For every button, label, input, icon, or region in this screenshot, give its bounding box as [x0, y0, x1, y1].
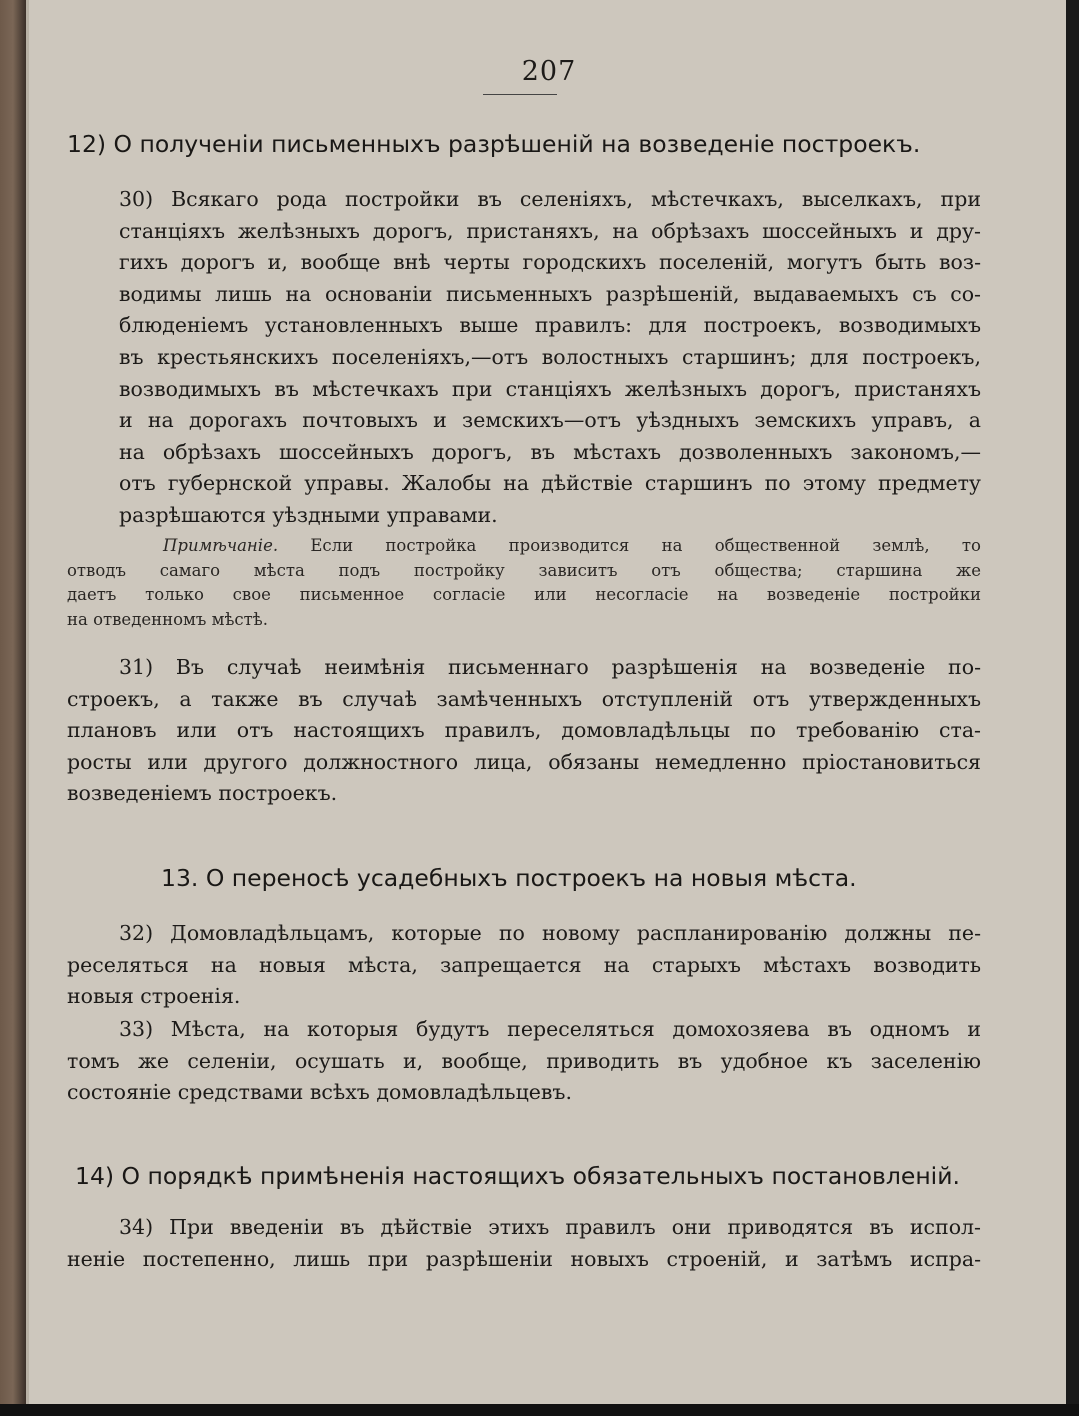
page-bottom-edge [0, 1404, 1079, 1416]
paragraph-line: 33) Мѣста, на которыя будутъ переселяться домохозяева въ одномъ и [119, 1017, 981, 1041]
paragraph-33 [67, 1014, 981, 1109]
section-14-heading: 14) О порядкѣ примѣненія настоящихъ обязательныхъ постановленій. [75, 1162, 960, 1190]
note-line [67, 534, 981, 559]
paragraph-34 [67, 1212, 981, 1275]
paragraph-line: неніе постепенно, лишь при разрѣшеніи новыхъ строеній, и затѣмъ испра- [67, 1246, 981, 1271]
section-12-heading: 12) О полученіи письменныхъ разрѣшеній на возведеніе построекъ. [67, 130, 921, 158]
note-line: отводъ самаго мѣста подъ постройку зависитъ отъ общества; старшина же [67, 560, 981, 580]
paragraph-line: состояніе средствами всѣхъ домовладѣльцевъ. [67, 1080, 572, 1105]
paragraph-line: 31) Въ случаѣ неимѣнія письменнаго разрѣшенія на возведеніе по- [119, 655, 981, 679]
note-label: Примѣчаніе. [163, 536, 279, 555]
paragraph-line: гихъ дорогъ и, вообще внѣ черты городскихъ поселеній, могутъ быть воз- [119, 250, 981, 275]
section-13-heading: 13. О переносѣ усадебныхъ построекъ на новыя мѣста. [161, 864, 857, 892]
paragraph-line: 34) При введеніи въ дѣйствіе этихъ правилъ они приводятся въ испол- [119, 1215, 981, 1239]
page-number: 207 [521, 56, 577, 87]
note-line: даетъ только свое письменное согласіе или несогласіе на возведеніе постройки [67, 585, 981, 604]
page-number-rule [483, 94, 557, 95]
paragraph-30 [67, 184, 981, 532]
paragraph-line: плановъ или отъ настоящихъ правилъ, домовладѣльцы по требованію ста- [67, 718, 981, 743]
paragraph-line: строекъ, а также въ случаѣ замѣченныхъ отступленій отъ утвержденныхъ [67, 686, 981, 711]
paragraph-line: станціяхъ желѣзныхъ дорогъ, пристаняхъ, на обрѣзахъ шоссейныхъ и дру- [119, 218, 981, 243]
paragraph-line: блюденіемъ установленныхъ выше правилъ: для построекъ, возводимыхъ [119, 313, 981, 338]
paragraph-line: 32) Домовладѣльцамъ, которые по новому распланированію должны пе- [119, 921, 981, 945]
paragraph-line: росты или другого должностного лица, обязаны немедленно пріостановиться [67, 749, 981, 774]
paragraph-line: разрѣшаются уѣздными управами. [119, 502, 498, 527]
note-block [67, 534, 981, 632]
paragraph-line: томъ же селеніи, осушать и, вообще, приводить въ удобное къ заселенію [67, 1048, 981, 1073]
paragraph-line: отъ губернской управы. Жалобы на дѣйствіе старшинъ по этому предмету [119, 471, 981, 496]
paragraph-32 [67, 918, 981, 1013]
book-binding [0, 0, 26, 1416]
paragraph-line: возведеніемъ построекъ. [67, 781, 338, 806]
paragraph-line: водимы лишь на основаніи письменныхъ разрѣшеній, выдаваемыхъ съ со- [119, 281, 981, 306]
paragraph-line: 30) Всякаго рода постройки въ селеніяхъ, мѣстечкахъ, выселкахъ, при [119, 187, 981, 211]
paragraph-line: и на дорогахъ почтовыхъ и земскихъ—отъ уѣздныхъ земскихъ управъ, а [119, 408, 981, 433]
note-text: Если постройка производится на общественной землѣ, то [310, 536, 981, 555]
paragraph-line: новыя строенія. [67, 984, 241, 1009]
note-line: на отведенномъ мѣстѣ. [67, 609, 268, 629]
paragraph-line: возводимыхъ въ мѣстечкахъ при станціяхъ желѣзныхъ дорогъ, пристаняхъ [119, 376, 981, 401]
document-page [26, 0, 1066, 1404]
paragraph-line: реселяться на новыя мѣста, запрещается на старыхъ мѣстахъ возводить [67, 952, 981, 977]
paragraph-line: на обрѣзахъ шоссейныхъ дорогъ, въ мѣстахъ дозволенныхъ закономъ,— [119, 439, 981, 464]
paragraph-line: въ крестьянскихъ поселеніяхъ,—отъ волостныхъ старшинъ; для построекъ, [119, 344, 981, 369]
paragraph-31 [67, 652, 981, 810]
